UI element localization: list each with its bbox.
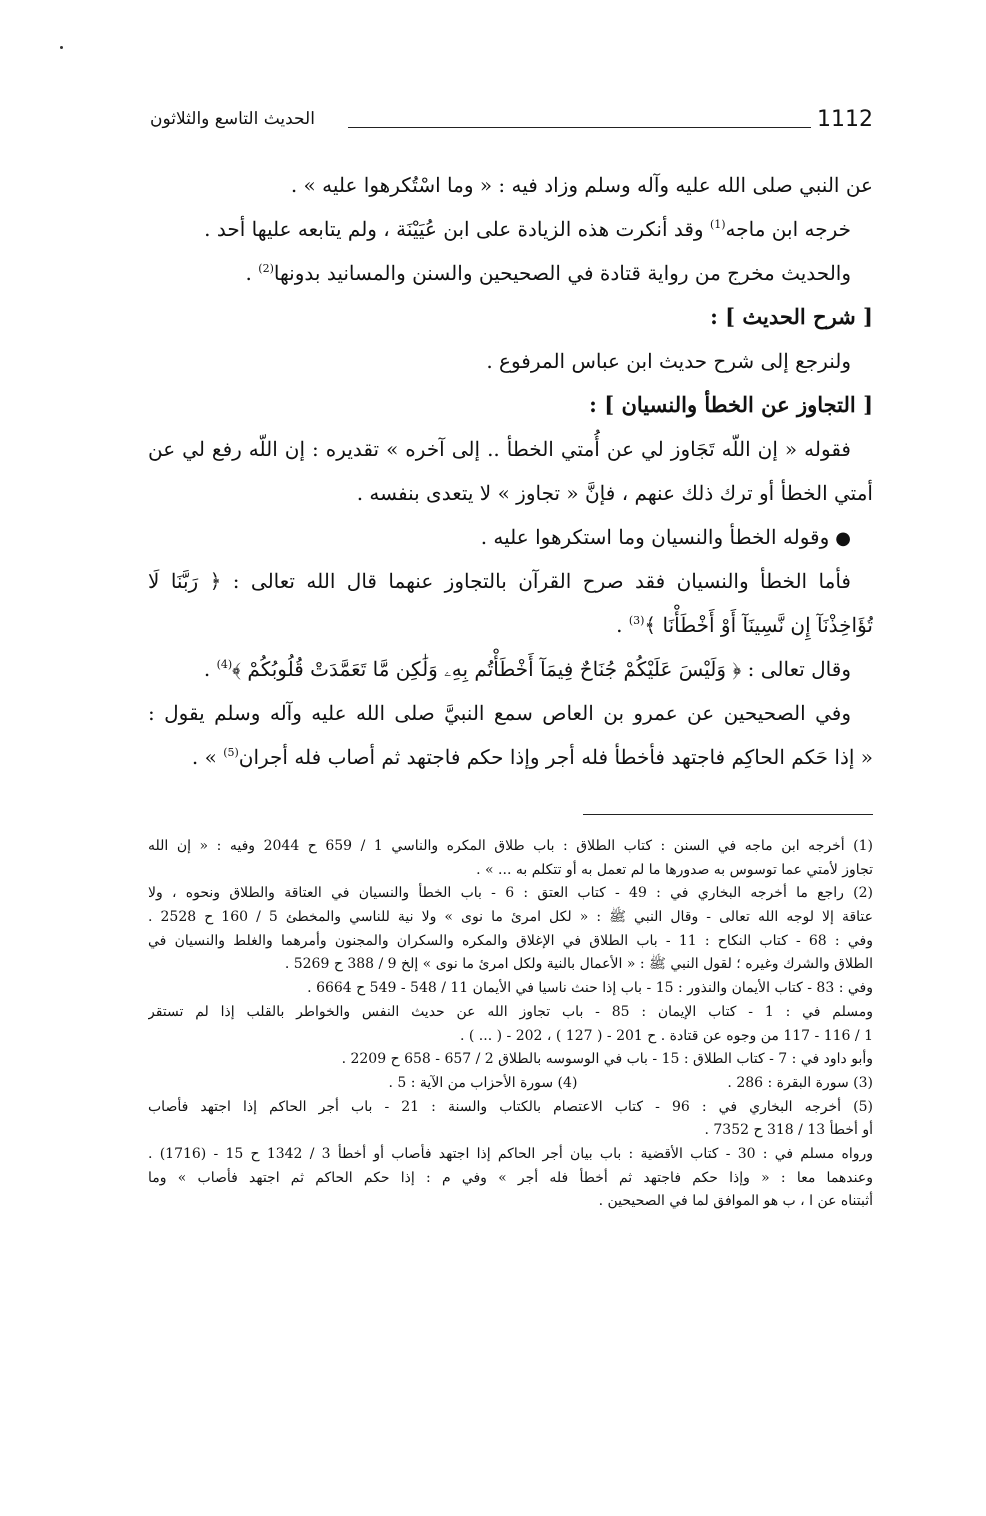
line-text-end: وقد أنكرت هذه الزيادة على ابن عُيَيْنَة ، ولم يتابعه عليها أحد . — [204, 217, 710, 241]
text-line — [148, 647, 873, 691]
section-heading — [148, 295, 873, 339]
scan-speck — [60, 46, 63, 49]
text-line — [148, 471, 873, 515]
footnote-line: تجاوز لأمتي عما توسوس به صدورها ما لم تعمل به أو تتكلم به ... » . — [476, 861, 873, 878]
line-text: وفي الصحيحين عن عمرو بن العاص سمع النبيَّ صلى الله عليه وآله وسلم يقول : — [148, 701, 851, 725]
footnote-line: وفي : 68 - كتاب النكاح : 11 - باب الطلاق في الإغلاق والمكره والسكران والمجنون وأمرهما والغلط والنسيان في — [148, 932, 873, 949]
header-rule — [348, 127, 811, 128]
line-text: [ شرح الحديث ] : — [710, 304, 873, 329]
page-number: 1112 — [817, 107, 873, 132]
footnote-text: (3) سورة البقرة : 286 . — [727, 1074, 873, 1091]
footnote-marker: (1) — [709, 218, 726, 231]
line-text-end: . — [203, 657, 217, 681]
text-line — [148, 735, 873, 779]
footnote-line: 1 / 116 - 117 من وجوه عن قتادة . ح 201 - ( 127 ) ، 202 - ( ... ) . — [459, 1027, 873, 1044]
footnote-line: ومسلم في : 1 - كتاب الإيمان : 85 - باب تجاوز الله عن حديث النفس والخواطر بالقلب إذا لم تستقر — [148, 1003, 873, 1020]
footnote-line: (2) راجع ما أخرجه البخاري في : 49 - كتاب العتق : 6 - باب الخطأ والنسيان في العتاقة والطلاق ونحوه ، ولا — [148, 885, 873, 902]
footnote-pair — [148, 1072, 873, 1096]
line-text: خرجه ابن ماجه — [725, 217, 851, 241]
footnote-marker: (5) — [223, 746, 239, 759]
text-line — [148, 251, 873, 295]
main-text — [148, 163, 873, 779]
footnote-line: أو أخطأ 13 / 318 ح 7352 . — [704, 1122, 873, 1139]
page-header — [148, 105, 873, 145]
footnote-line: عتاقة إلا لوجه الله تعالى - وقال النبي ﷺ : « لكل امرئ ما نوى » ولا نية للناسي والمخطئ 5 / 160 ح 2528 . — [148, 909, 873, 926]
line-text: وقوله الخطأ والنسيان وما استكرهوا عليه . — [480, 525, 830, 549]
footnote-line: ورواه مسلم في : 30 - كتاب الأقضية : باب بيان أجر الحاكم إذا اجتهد فأصاب أو أخطأ 3 / 1342 ح 15 - (1716) . — [148, 1145, 873, 1162]
line-text: وقال تعالى : ﴿ وَلَيْسَ عَلَيْكُمْ جُنَاحٌ فِيمَآ أَخْطَأْتُم بِهِۦ وَلَٰكِن مَّا تَعَمَّدَتْ قُلُوبُكُمْ ﴾ — [232, 657, 851, 681]
running-title: الحديث التاسع والثلاثون — [150, 109, 315, 129]
text-line — [148, 603, 873, 647]
footnote-line: (5) أخرجه البخاري في : 96 - كتاب الاعتصام بالكتاب والسنة : 21 - باب أجر الحاكم إذا اجتهد فأصاب — [148, 1098, 873, 1115]
line-text: عن النبي صلى الله عليه وآله وسلم وزاد فيه : « وما اسْتُكرهوا عليه » . — [290, 173, 873, 197]
footnote-line: وأبو داود في : 7 - كتاب الطلاق : 15 - باب في الوسوسه بالطلاق 2 / 657 - 658 ح 2209 . — [341, 1051, 873, 1068]
bullet-icon: ● — [835, 528, 851, 549]
footnotes — [148, 835, 873, 1214]
line-text: فقوله « إن اللّه تَجَاوز لي عن أُمتي الخطأ .. إلى آخره » تقديره : إن اللّه رفع لي عن — [148, 437, 851, 461]
footnote-line: وفي : 83 - كتاب الأيمان والنذور : 15 - باب إذا حنث ناسيا في الأيمان 11 / 548 - 549 ح 6664 . — [307, 980, 873, 997]
line-text: والحديث مخرج من رواية قتادة في الصحيحين والسنن والمسانيد بدونها — [273, 261, 851, 285]
line-text-end: . — [616, 613, 629, 637]
footnote-marker: (4) — [216, 658, 233, 671]
book-page — [148, 105, 873, 1335]
line-text: أمتي الخطأ أو ترك ذلك عنهم ، فإنَّ « تجاوز » لا يتعدى بنفسه . — [356, 481, 873, 505]
line-text: [ التجاوز عن الخطأ والنسيان ] : — [589, 392, 873, 417]
line-text: تُؤَاخِذْنَآ إِن نَّسِينَآ أَوْ أَخْطَأْنَا ﴾ — [644, 613, 873, 637]
text-line — [148, 163, 873, 207]
footnote-line: وعندهما معا : « وإذا حكم فاجتهد ثم أخطأ فله أجر » وفي م : إذا حكم الحاكم ثم اجتهد فأصاب » وما — [148, 1169, 873, 1186]
text-line — [148, 691, 873, 735]
line-text: فأما الخطأ والنسيان فقد صرح القرآن بالتجاوز عنهما قال الله تعالى : ﴿ رَبَّنَا لَا — [148, 569, 851, 593]
section-heading — [148, 383, 873, 427]
text-line — [148, 515, 873, 559]
text-line — [148, 207, 873, 251]
line-text-end: » . — [191, 745, 224, 769]
footnote-separator — [583, 814, 873, 815]
text-line — [148, 559, 873, 603]
footnote-text: (4) سورة الأحزاب من الآية : 5 . — [388, 1074, 578, 1091]
footnote-line: أثبتناه عن ا ، ب هو الموافق لما في الصحيحين . — [598, 1193, 873, 1210]
line-text-end: . — [245, 261, 259, 285]
text-line — [148, 339, 873, 383]
line-text: ولنرجع إلى شرح حديث ابن عباس المرفوع . — [486, 349, 851, 373]
footnote-line: (1) أخرجه ابن ماجه في السنن : كتاب الطلاق : باب طلاق المكره والناسي 1 / 659 ح 2044 وفيه : « إن الله — [148, 838, 873, 854]
footnote-marker: (2) — [258, 262, 274, 275]
footnote-marker: (3) — [628, 614, 645, 627]
line-text: « إذا حَكم الحاكِم فاجتهد فأخطأ فله أجر وإذا حكم فاجتهد ثم أصاب فله أجران — [238, 745, 873, 769]
footnote-line: الطلاق والشرك وغيره ؛ لقول النبي ﷺ : « الأعمال بالنية ولكل امرئ ما نوى » إلخ 9 / 388 ح 5269 . — [284, 956, 873, 973]
text-line — [148, 427, 873, 471]
